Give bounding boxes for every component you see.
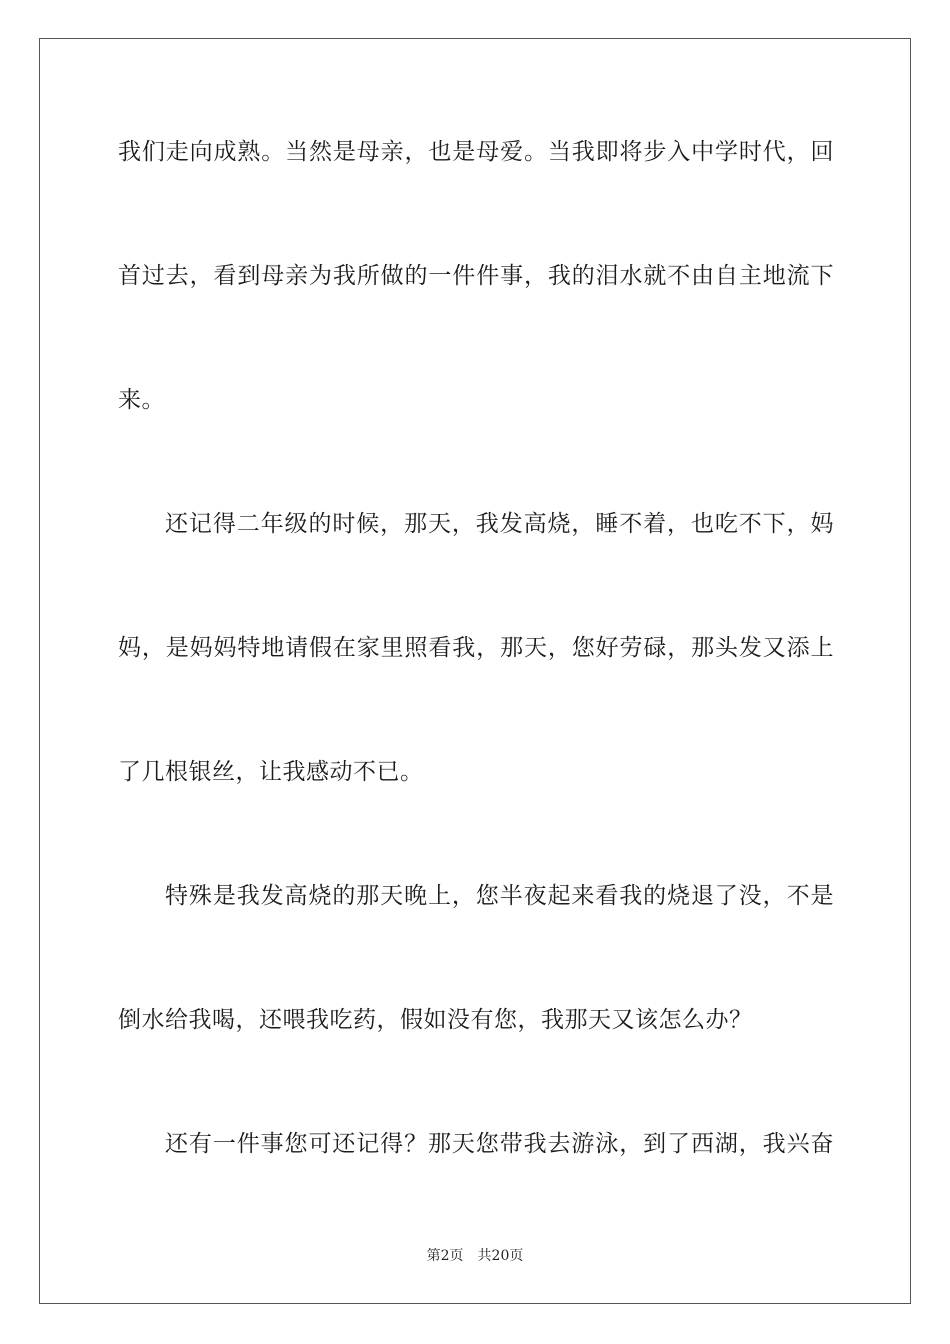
text-line-3: 来。 [118, 387, 165, 413]
page-total: 共20页 [477, 1248, 524, 1264]
paragraph-2-line-3: 了几根银丝，让我感动不已。 [118, 759, 424, 785]
paragraph-2-line-2: 妈，是妈妈特地请假在家里照看我，那天，您好劳碌，那头发又添上 [118, 635, 834, 661]
paragraph-4-line-1: 还有一件事您可还记得？那天您带我去游泳，到了西湖，我兴奋 [165, 1131, 834, 1157]
paragraph-2-line-1: 还记得二年级的时候，那天，我发高烧，睡不着，也吃不下，妈 [165, 511, 834, 537]
text-line-1: 我们走向成熟。当然是母亲，也是母爱。当我即将步入中学时代，回 [118, 139, 834, 165]
page-footer [0, 1247, 950, 1265]
paragraph-3-line-2: 倒水给我喝，还喂我吃药，假如没有您，我那天又该怎么办？ [118, 1007, 753, 1033]
text-line-2: 首过去，看到母亲为我所做的一件件事，我的泪水就不由自主地流下 [118, 263, 834, 289]
paragraph-3-line-1: 特殊是我发高烧的那天晚上，您半夜起来看我的烧退了没，不是 [165, 883, 834, 909]
page-border [39, 38, 911, 1304]
page-number: 第2页 [426, 1248, 464, 1264]
